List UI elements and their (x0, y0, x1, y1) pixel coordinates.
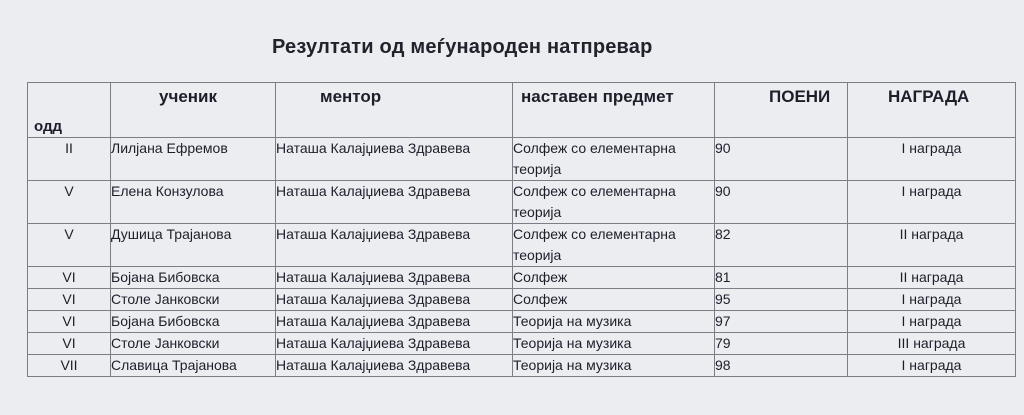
cell-class: V (28, 224, 111, 267)
cell-mentor: Наташа Калајџиева Здравева (276, 311, 513, 333)
header-subject: наставен предмет (513, 83, 715, 138)
cell-student: Бојана Бибовска (111, 311, 276, 333)
header-points: ПОЕНИ (715, 83, 848, 138)
header-mentor: ментор (276, 83, 513, 138)
cell-class: VI (28, 311, 111, 333)
cell-award: I награда (848, 138, 1016, 181)
cell-student: Славица Трајанова (111, 355, 276, 377)
cell-class: II (28, 138, 111, 181)
cell-subject: Солфеж со елементарна теорија (513, 224, 715, 267)
table-row (28, 355, 1016, 377)
cell-subject: Солфеж со елементарна теорија (513, 181, 715, 224)
table-row (28, 138, 1016, 181)
cell-class: V (28, 181, 111, 224)
header-row (28, 83, 1016, 138)
cell-award: I награда (848, 311, 1016, 333)
cell-mentor: Наташа Калајџиева Здравева (276, 267, 513, 289)
cell-mentor: Наташа Калајџиева Здравева (276, 355, 513, 377)
table-row (28, 267, 1016, 289)
cell-class: VII (28, 355, 111, 377)
cell-points: 90 (715, 181, 848, 224)
cell-points: 82 (715, 224, 848, 267)
cell-points: 79 (715, 333, 848, 355)
cell-points: 81 (715, 267, 848, 289)
cell-subject: Теорија на музика (513, 311, 715, 333)
header-award: НАГРАДА (848, 83, 1016, 138)
cell-student: Душица Трајанова (111, 224, 276, 267)
cell-points: 90 (715, 138, 848, 181)
cell-mentor: Наташа Калајџиева Здравева (276, 333, 513, 355)
cell-class: VI (28, 267, 111, 289)
header-student: ученик (111, 83, 276, 138)
cell-mentor: Наташа Калајџиева Здравева (276, 181, 513, 224)
cell-student: Столе Јанковски (111, 289, 276, 311)
cell-subject: Теорија на музика (513, 355, 715, 377)
header-class: одд (28, 83, 111, 138)
table-row (28, 311, 1016, 333)
cell-points: 95 (715, 289, 848, 311)
cell-subject: Теорија на музика (513, 333, 715, 355)
cell-student: Бојана Бибовска (111, 267, 276, 289)
table-row (28, 289, 1016, 311)
cell-subject: Солфеж со елементарна теорија (513, 138, 715, 181)
cell-points: 98 (715, 355, 848, 377)
cell-subject: Солфеж (513, 267, 715, 289)
results-table (27, 82, 1016, 377)
table-row (28, 224, 1016, 267)
page-title: Резултати од меѓународен натпревар (272, 36, 653, 58)
cell-award: I награда (848, 181, 1016, 224)
cell-student: Елена Конзулова (111, 181, 276, 224)
cell-award: II награда (848, 267, 1016, 289)
cell-award: II награда (848, 224, 1016, 267)
table-row (28, 181, 1016, 224)
cell-points: 97 (715, 311, 848, 333)
cell-subject: Солфеж (513, 289, 715, 311)
cell-class: VI (28, 333, 111, 355)
cell-class: VI (28, 289, 111, 311)
cell-award: I награда (848, 289, 1016, 311)
cell-student: Столе Јанковски (111, 333, 276, 355)
cell-award: I награда (848, 355, 1016, 377)
table-row (28, 333, 1016, 355)
cell-award: III награда (848, 333, 1016, 355)
cell-student: Лилјана Ефремов (111, 138, 276, 181)
cell-mentor: Наташа Калајџиева Здравева (276, 138, 513, 181)
cell-mentor: Наташа Калајџиева Здравева (276, 224, 513, 267)
cell-mentor: Наташа Калајџиева Здравева (276, 289, 513, 311)
